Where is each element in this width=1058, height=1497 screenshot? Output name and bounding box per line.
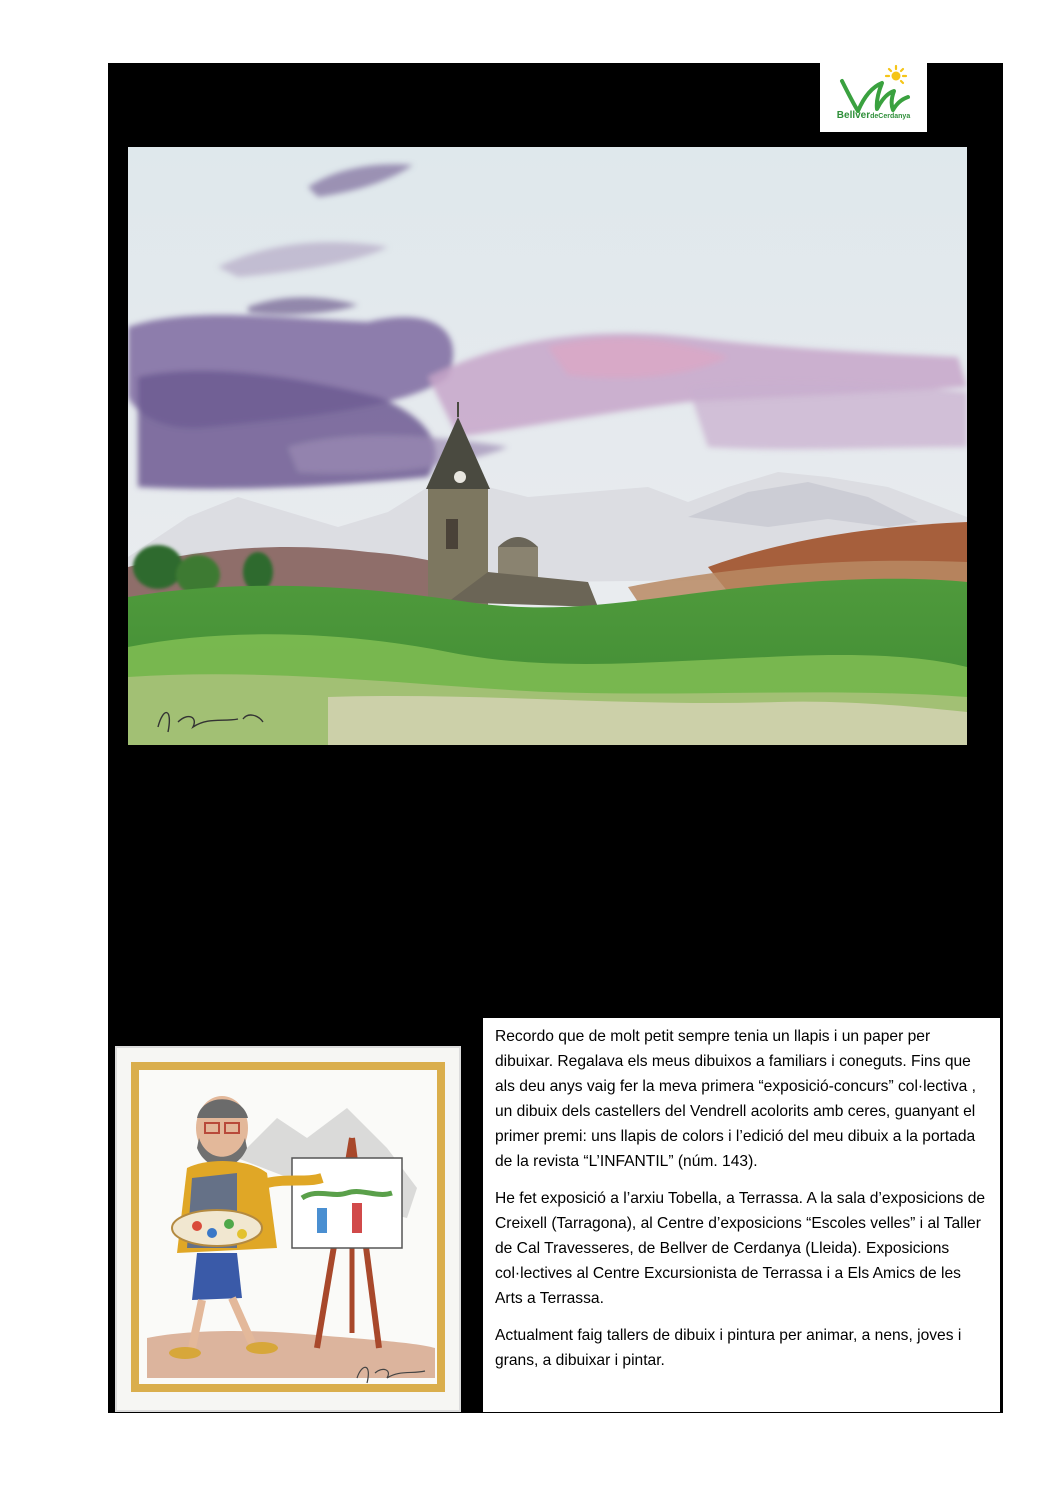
biography-text-box [482, 1017, 1001, 1413]
bellver-logo [820, 63, 927, 132]
sun-icon [886, 66, 906, 83]
landscape-painting-graphic [128, 147, 967, 745]
landscape-watercolor-image [128, 147, 967, 745]
paragraph-3: Actualment faig tallers de dibuix i pintura per animar, a nens, joves i grans, a dibuixar i pintar. [495, 1327, 962, 1369]
logo-wordmark: BellverdeCerdanya [836, 110, 911, 121]
paragraph-2: He fet exposició a l’arxiu Tobella, a Terrassa. A la sala d’exposicions de Creixell (Tarragona), al Centre d’exposicions “Escoles velles” i al Taller de Cal Travesseres, de Bellver de Cerdanya (Lleida). Exposicions col·lectives al Centre Excursionista de Terrassa i a Els Amics de les Arts a Terrassa. [495, 1190, 986, 1307]
logo-graphic [820, 63, 927, 132]
paragraph-1: Recordo que de molt petit sempre tenia un llapis i un paper per dibuixar. Regalava els meus dibuixos a familiars i coneguts. Fins que als deu anys vaig fer la meva primera “exposició-concurs” col·lectiva , un dibuix dels castellers del Vendrell acolorits amb ceres, guanyant el primer premi: uns llapis de colors i l’edició del meu dibuix a la portada de la revista “L’INFANTIL” (núm. 143). [495, 1028, 976, 1170]
self-portrait-watercolor-image [115, 1046, 461, 1412]
portrait-painting-graphic [117, 1048, 459, 1410]
